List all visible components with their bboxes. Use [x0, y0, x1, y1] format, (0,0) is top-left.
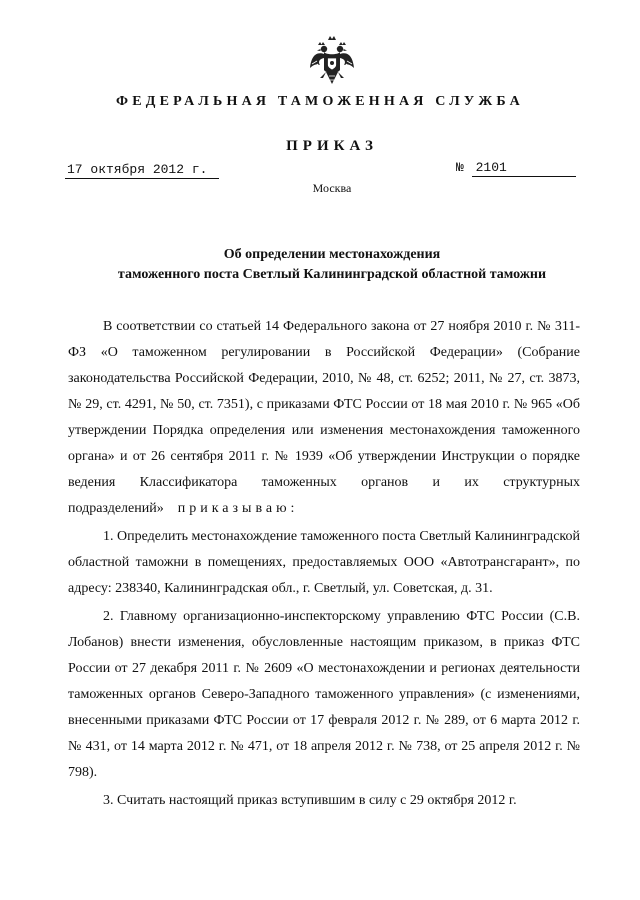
preamble-paragraph [68, 314, 580, 522]
number-value: 2101 [472, 160, 576, 177]
order-date: 17 октября 2012 г. [65, 162, 219, 179]
document-type: ПРИКАЗ [286, 138, 378, 154]
number-prefix: № [456, 160, 464, 175]
agency-name: ФЕДЕРАЛЬНАЯ ТАМОЖЕННАЯ СЛУЖБА [116, 94, 524, 109]
order-word: приказываю: [177, 501, 299, 516]
city: Москва [312, 181, 352, 195]
preamble-text: В соответствии со статьей 14 Федерального закона от 27 ноября 2010 г. № 311-ФЗ «О таможенном регулировании в Российской Федерации» (Собрание законодательства Российской Федерации, 2010, № 48, ст. 6252; 2011, № 27, ст. 3873, № 29, ст. 4291, № 50, ст. 7351), с приказами ФТС России от 18 мая 2010 г. № 965 «Об утверждении Порядка определения или изменения местонахождения таможенного органа» и от 26 сентября 2011 г. № 1939 «Об утверждении Инструкции о порядке ведения Классификатора таможенных органов и их структурных подразделений» [68, 319, 580, 516]
item-2: 2. Главному организационно-инспекторскому управлению ФТС России (С.В. Лобанов) внести изменения, обусловленные настоящим приказом, в приказ ФТС России от 27 декабря 2011 г. № 2609 «О местонахождении и регионах деятельности таможенных органов Северо-Западного таможенного управления» (с изменениями, внесенными приказами ФТС России от 17 февраля 2012 г. № 289, от 6 марта 2012 г. № 431, от 14 марта 2012 г. № 471, от 18 апреля 2012 г. № 738, от 25 апреля 2012 г. № 798). [68, 609, 580, 780]
order-number [456, 160, 576, 177]
order-body [68, 314, 580, 814]
russian-coat-of-arms-icon [309, 34, 355, 88]
title-line-1: Об определении местонахождения [223, 247, 441, 262]
item-3: 3. Считать настоящий приказ вступившим в силу с 29 октября 2012 г. [103, 793, 517, 808]
item-1: 1. Определить местонахождение таможенного поста Светлый Калининградской областной таможни в помещениях, предоставляемых ООО «Автотрансгарант», по адресу: 238340, Калининградская обл., г. Светлый, ул. Советская, д. 31. [68, 529, 580, 596]
title-line-2: таможенного поста Светлый Калининградской областной таможни [117, 267, 547, 282]
order-title [0, 245, 640, 285]
